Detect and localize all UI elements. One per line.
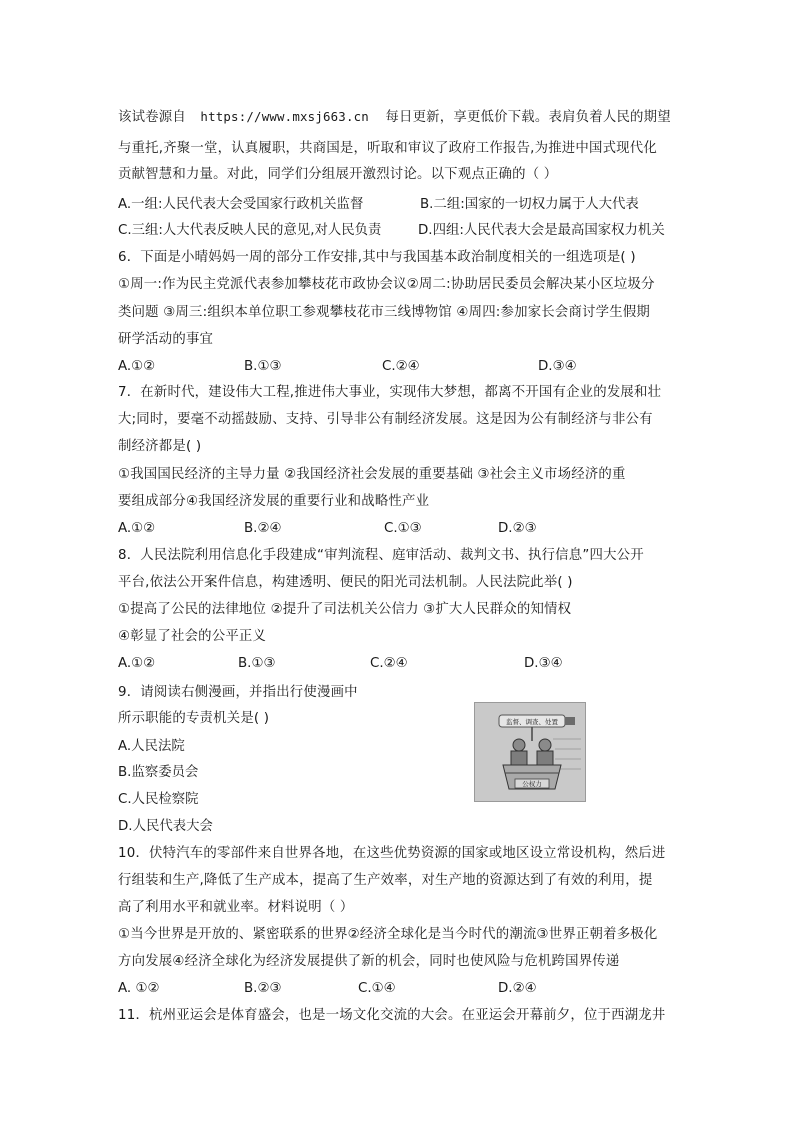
q8-option-b: B.①③ — [238, 656, 276, 671]
q8-line3: ①提高了公民的法律地位 ②提升了司法机关公信力 ③扩大人民群众的知情权 — [118, 602, 572, 617]
q5-line2: 与重托,齐聚一堂，认真履职，共商国是，听取和审议了政府工作报告,为推进中国式现代化 — [118, 141, 657, 156]
q7-option-d: D.②③ — [498, 521, 537, 536]
cartoon-banner-text: 监督、调查、处置 — [506, 718, 558, 726]
q7-line5: 要组成部分④我国经济发展的重要行业和战略性产业 — [118, 494, 430, 509]
q6-line2: ①周一:作为民主党派代表参加攀枝花市政协会议②周二:协助居民委员会解决某小区垃圾分 — [118, 277, 655, 292]
cartoon-base-text: 公权力 — [522, 780, 542, 788]
q10-option-d: D.②④ — [498, 981, 537, 996]
q5-line3: 贡献智慧和力量。对此，同学们分组展开激烈讨论。以下观点正确的（ ） — [118, 167, 558, 182]
q10-line5: 方向发展④经济全球化为经济发展提供了新的机会，同时也使风险与危机跨国界传递 — [118, 954, 620, 969]
cartoon-drawing — [475, 703, 585, 801]
q10-option-a: A. ①② — [118, 981, 160, 996]
cartoon-image — [474, 702, 586, 802]
q6-option-c: C.②④ — [382, 359, 420, 374]
q8-stem: 8．人民法院利用信息化手段建成“审判流程、庭审活动、裁判文书、执行信息”四大公开 — [118, 548, 644, 563]
q7-line2: 大;同时，要毫不动摇鼓励、支持、引导非公有制经济发展。这是因为公有制经济与非公有 — [118, 412, 653, 427]
q7-option-c: C.①③ — [384, 521, 422, 536]
q5-line1-tail: 表肩负着人民的期望 — [548, 110, 671, 125]
q5-option-d: D.四组:人民代表大会是最高国家权力机关 — [418, 223, 665, 238]
q7-stem: 7．在新时代，建设伟大工程,推进伟大事业，实现伟大梦想，都离不开国有企业的发展和壮 — [118, 385, 662, 400]
q6-option-b: B.①③ — [244, 359, 282, 374]
q5-option-c: C.三组:人大代表反映人民的意见,对人民负责 — [118, 223, 382, 238]
q8-line4: ④彰显了社会的公平正义 — [118, 629, 267, 644]
q9-option-c: C.人民检察院 — [118, 792, 199, 807]
q9-option-a: A.人民法院 — [118, 739, 185, 754]
q9-stem: 9．请阅读右侧漫画，并指出行使漫画中 — [118, 685, 358, 700]
source-prefix: 该试卷源自 — [118, 110, 186, 125]
q10-option-c: C.①④ — [358, 981, 396, 996]
q6-option-d: D.③④ — [538, 359, 577, 374]
q6-line4: 研学活动的事宜 — [118, 332, 214, 347]
q10-line2: 行组装和生产,降低了生产成本，提高了生产效率，对生产地的资源达到了有效的利用，提 — [118, 873, 653, 888]
q7-option-a: A.①② — [118, 521, 156, 536]
q10-line3: 高了利用水平和就业率。材料说明（ ） — [118, 900, 354, 915]
q9-line2: 所示职能的专责机关是( ) — [118, 711, 270, 726]
q9-option-b: B.监察委员会 — [118, 765, 199, 780]
source-line — [118, 108, 671, 127]
q9-option-d: D.人民代表大会 — [118, 819, 213, 834]
q8-line2: 平台,依法公开案件信息，构建透明、便民的阳光司法机制。人民法院此举( ) — [118, 575, 573, 590]
source-suffix: 每日更新，享更低价下载。 — [385, 110, 549, 125]
q8-option-a: A.①② — [118, 656, 156, 671]
q10-stem: 10．伏特汽车的零部件来自世界各地，在这些优势资源的国家或地区设立常设机构，然后进 — [118, 846, 666, 861]
q6-option-a: A.①② — [118, 359, 156, 374]
q8-option-d: D.③④ — [524, 656, 563, 671]
q5-option-a: A.一组:人民代表大会受国家行政机关监督 — [118, 197, 364, 212]
q6-line3: 类问题 ③周三:组织本单位职工参观攀枝花市三线博物馆 ④周四:参加家长会商讨学生假期 — [118, 305, 651, 320]
q10-option-b: B.②③ — [244, 981, 282, 996]
q8-option-c: C.②④ — [370, 656, 408, 671]
q7-line3: 制经济都是( ) — [118, 439, 202, 454]
q5-option-b: B.二组:国家的一切权力属于人大代表 — [420, 197, 639, 212]
q11-stem: 11．杭州亚运会是体育盛会，也是一场文化交流的大会。在亚运会开幕前夕，位于西湖龙井 — [118, 1008, 666, 1023]
q6-stem: 6．下面是小晴妈妈一周的部分工作安排,其中与我国基本政治制度相关的一组选项是( ) — [118, 250, 636, 265]
q7-line4: ①我国国民经济的主导力量 ②我国经济社会发展的重要基础 ③社会主义市场经济的重 — [118, 467, 626, 482]
q7-option-b: B.②④ — [244, 521, 282, 536]
q10-line4: ①当今世界是开放的、紧密联系的世界②经济全球化是当今时代的潮流③世界正朝着多极化 — [118, 927, 658, 942]
source-url[interactable]: https://www.mxsj663.cn — [200, 109, 369, 124]
